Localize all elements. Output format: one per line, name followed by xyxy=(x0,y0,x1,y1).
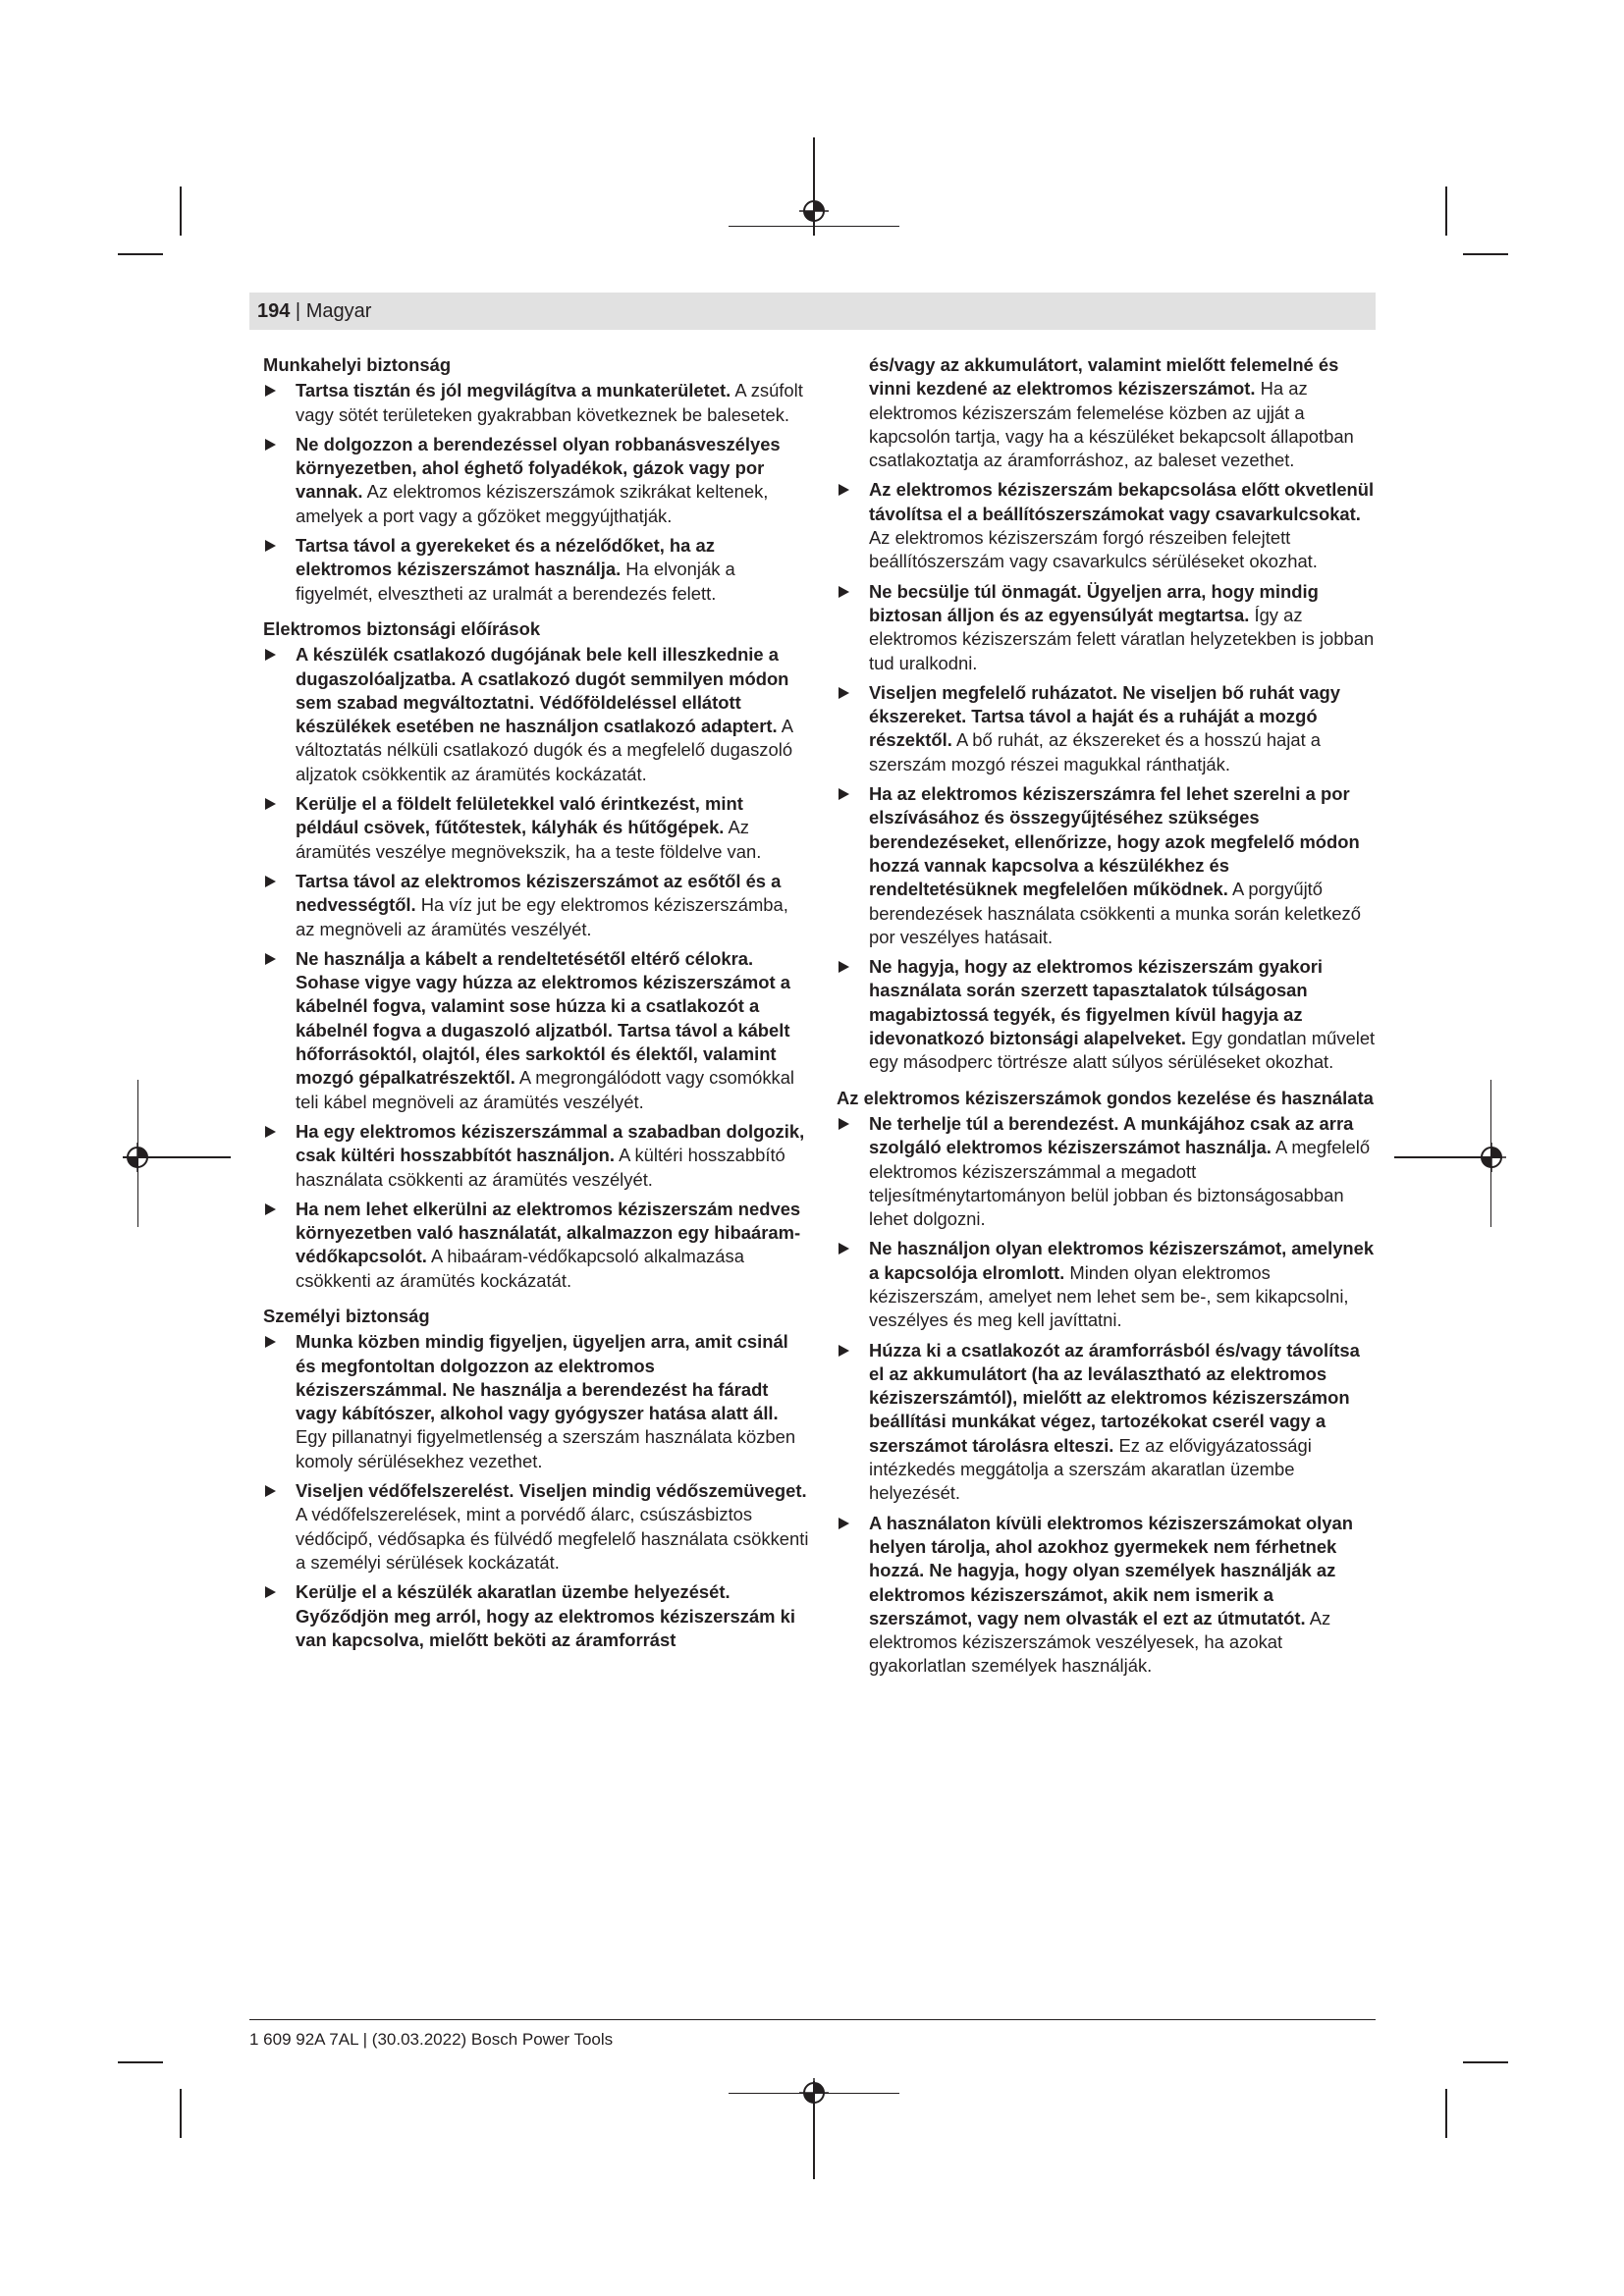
registration-target-icon xyxy=(799,196,829,226)
section-title: Munkahelyi biztonság xyxy=(263,354,452,375)
list-item: Ne használjon olyan elektromos kéziszerszámot, amelynek a kapcsolója elromlott. Minden olyan elektromos kéziszerszám, amelyet nem lehet sem be-, sem kikapcsolni, veszélyes és meg kell javíttatni. xyxy=(837,1237,1379,1332)
registration-target-icon xyxy=(123,1143,152,1172)
bullet-triangle-icon xyxy=(265,1203,276,1215)
section-title: Az elektromos kéziszerszámok gondos kezelése és használata xyxy=(837,1087,1374,1108)
bullet-triangle-icon xyxy=(265,649,276,661)
crop-mark xyxy=(1463,2061,1508,2063)
footer-text: 1 609 92A 7AL | (30.03.2022) Bosch Power Tools xyxy=(249,2030,614,2049)
list-item: Ne becsülje túl önmagát. Ügyeljen arra, hogy mindig biztosan álljon és az egyensúlyát megtartsa. Így az elektromos kéziszerszám felett váratlan helyzetekben is jobban tud uralkodni. xyxy=(837,580,1379,675)
registration-target-icon xyxy=(1477,1143,1506,1172)
bullet-triangle-icon xyxy=(839,1118,849,1130)
list-item: Viseljen védőfelszerelést. Viseljen mindig védőszemüveget. A védőfelszerelések, mint a porvédő álarc, csúszásbiztos védőcipő, védősapka és fülvédő megfelelő használata csökkenti a személyi sérülések kockázatát. xyxy=(263,1479,809,1575)
list-item: Ne használja a kábelt a rendeltetésétől eltérő célokra. Sohase vigye vagy húzza az elektromos kéziszerszámot a kábelnél fogva, valamint sose húzza ki a csatlakozót a kábelnél fogva a dugaszoló aljzatból. Tartsa távol a kábelt hőforrásoktól, olajtól, éles sarkoktól és élektől, valamint mozgó gépalkatrészektől. A megrongálódott vagy csomókkal teli kábel megnöveli az áramütés veszélyét. xyxy=(263,947,809,1114)
list-item: Ne hagyja, hogy az elektromos kéziszerszám gyakori használata során szerzett tapasztalatok túlságosan magabiztossá tegyék, és figyelmen kívül hagyja az idevonatkozó biztonsági alapelveket. Egy gondatlan művelet egy másodperc törtrésze alatt súlyos sérüléseket okozhat. xyxy=(837,955,1379,1074)
bullet-triangle-icon xyxy=(839,687,849,699)
bullet-triangle-icon xyxy=(839,961,849,973)
bullet-triangle-icon xyxy=(839,484,849,496)
crop-mark xyxy=(1463,253,1508,255)
crop-mark xyxy=(118,253,163,255)
bullet-triangle-icon xyxy=(265,1586,276,1598)
list-item: Tartsa távol az elektromos kéziszerszámot az esőtől és a nedvességtől. Ha víz jut be egy elektromos kéziszerszámba, az megnöveli az áramütés veszélyét. xyxy=(263,870,809,941)
bullet-triangle-icon xyxy=(265,439,276,451)
bullet-triangle-icon xyxy=(265,1336,276,1348)
list-item: A használaton kívüli elektromos kéziszerszámokat olyan helyen tárolja, ahol azokhoz gyermekek nem férhetnek hozzá. Ne hagyja, hogy olyan személyek használják az elektromos kéziszerszámot, akik nem ismerik a szerszámot, vagy nem olvasták el ezt az útmutatót. Az elektromos kéziszerszámok veszélyesek, ha azokat gyakorlatlan személyek használják. xyxy=(837,1512,1379,1679)
list-item: Tartsa távol a gyerekeket és a nézelődőket, ha az elektromos kéziszerszámot használja. Ha elvonják a figyelmét, elvesztheti az uralmát a berendezés felett. xyxy=(263,534,809,606)
bullet-triangle-icon xyxy=(839,1518,849,1529)
crop-mark xyxy=(180,187,182,236)
page-number: 194 xyxy=(257,300,291,322)
list-item: A készülék csatlakozó dugójának bele kell illeszkednie a dugaszolóaljzatba. A csatlakozó dugót semmilyen módon sem szabad megváltoztatni. Védőföldeléssel ellátott készülékek esetében ne használjon csatlakozó adaptert. A változtatás nélküli csatlakozó dugók és a megfelelő dugaszoló aljzatok csökkentik az áramütés kockázatát. xyxy=(263,643,809,786)
footer-rule xyxy=(249,2019,1376,2020)
right-column xyxy=(837,353,1379,1684)
list-item: Kerülje el a földelt felületekkel való érintkezést, mint például csövek, fűtőtestek, kályhák és hűtőgépek. Az áramütés veszélye megnövekszik, ha a teste földelve van. xyxy=(263,792,809,864)
list-item: Húzza ki a csatlakozót az áramforrásból és/vagy távolítsa el az akkumulátort (ha az leválasztható az elektromos kéziszerszámtól), mielőtt az elektromos kéziszerszámon beállítási munkákat végez, tartozékokat cserél vagy a szerszámot tárolásra elteszi. Ez az elővigyázatossági intézkedés meggátolja a szerszám akaratlan üzembe helyezését. xyxy=(837,1339,1379,1506)
bullet-triangle-icon xyxy=(839,1243,849,1255)
list-item: Az elektromos kéziszerszám bekapcsolása előtt okvetlenül távolítsa el a beállítószerszámokat vagy csavarkulcsokat. Az elektromos kéziszerszám forgó részeiben felejtett beállítószerszám vagy csavarkulcs sérüléseket okozhat. xyxy=(837,478,1379,573)
list-item: Viseljen megfelelő ruházatot. Ne viseljen bő ruhát vagy ékszereket. Tartsa távol a haját és a ruháját a mozgó részektől. A bő ruhát, az ékszereket és a hosszú hajat a szerszám mozgó részei magukkal ránthatják. xyxy=(837,681,1379,776)
header-text xyxy=(257,300,371,322)
list-item: Munka közben mindig figyeljen, ügyeljen arra, amit csinál és megfontoltan dolgozzon az elektromos kéziszerszámmal. Ne használja a berendezést ha fáradt vagy kábítószer, alkohol vagy gyógyszer hatása alatt áll. Egy pillanatnyi figyelmetlenség a szerszám használata közben komoly sérülésekhez vezethet. xyxy=(263,1330,809,1473)
list-item-continuation: és/vagy az akkumulátort, valamint mielőtt felemelné és vinni kezdené az elektromos kéziszerszámot. Ha az elektromos kéziszerszám felemelése közben az ujját a kapcsolón tartja, vagy ha a készüléket bekapcsolt állapotban csatlakoztatja az áramforráshoz, az baleset vezethet. xyxy=(869,354,1354,471)
bullet-triangle-icon xyxy=(265,953,276,965)
list-item: Tartsa tisztán és jól megvilágítva a munkaterületet. A zsúfolt vagy sötét területeken gyakrabban következnek be balesetek. xyxy=(263,379,809,427)
bullet-triangle-icon xyxy=(265,876,276,887)
list-item: Ha nem lehet elkerülni az elektromos kéziszerszám nedves környezetben való használatát, alkalmazzon egy hibaáram-védőkapcsolót. A hibaáram-védőkapcsoló alkalmazása csökkenti az áramütés kockázatát. xyxy=(263,1198,809,1293)
bullet-triangle-icon xyxy=(265,1126,276,1138)
section-title: Személyi biztonság xyxy=(263,1305,430,1326)
left-column xyxy=(263,353,809,1658)
section-title: Elektromos biztonsági előírások xyxy=(263,617,541,639)
list-item: Kerülje el a készülék akaratlan üzembe helyezését. Győződjön meg arról, hogy az elektromos kéziszerszám ki van kapcsolva, mielőtt beköti az áramforrást xyxy=(263,1580,809,1652)
bullet-triangle-icon xyxy=(839,586,849,598)
header-language: Magyar xyxy=(305,300,372,322)
registration-line xyxy=(729,226,899,227)
bullet-triangle-icon xyxy=(265,1485,276,1497)
list-item: Ne terhelje túl a berendezést. A munkájához csak az arra szolgáló elektromos kéziszerszámot használja. A megfelelő elektromos kéziszerszámmal a megadott teljesítménytartományon belül jobban és biztonságosabban lehet dolgozni. xyxy=(837,1112,1379,1231)
header-separator: | xyxy=(290,300,306,322)
bullet-triangle-icon xyxy=(839,788,849,800)
crop-mark xyxy=(118,2061,163,2063)
registration-target-icon xyxy=(799,2078,829,2108)
list-item: Ne dolgozzon a berendezéssel olyan robbanásveszélyes környezetben, ahol éghető folyadékok, gázok vagy por vannak. Az elektromos kéziszerszámok szikrákat keltenek, amelyek a port vagy a gőzöket meggyújthatják. xyxy=(263,433,809,528)
bullet-triangle-icon xyxy=(839,1345,849,1357)
crop-mark xyxy=(1445,2089,1447,2138)
bullet-triangle-icon xyxy=(265,798,276,810)
list-item: Ha az elektromos kéziszerszámra fel lehet szerelni a por elszívásához és összegyűjtéséhez szükséges berendezéseket, ellenőrizze, hogy azok megfelelő módon hozzá vannak kapcsolva a készülékhez és rendeltetésüknek megfelelően működnek. A porgyűjtő berendezések használata csökkenti a munka során keletkező por veszélyes hatásait. xyxy=(837,782,1379,949)
page-header xyxy=(249,293,1376,330)
bullet-triangle-icon xyxy=(265,540,276,552)
crop-mark xyxy=(180,2089,182,2138)
list-item: Ha egy elektromos kéziszerszámmal a szabadban dolgozik, csak kültéri hosszabbítót használjon. A kültéri hosszabbító használata csökkenti az áramütés veszélyét. xyxy=(263,1120,809,1192)
crop-mark xyxy=(1445,187,1447,236)
bullet-triangle-icon xyxy=(265,385,276,397)
